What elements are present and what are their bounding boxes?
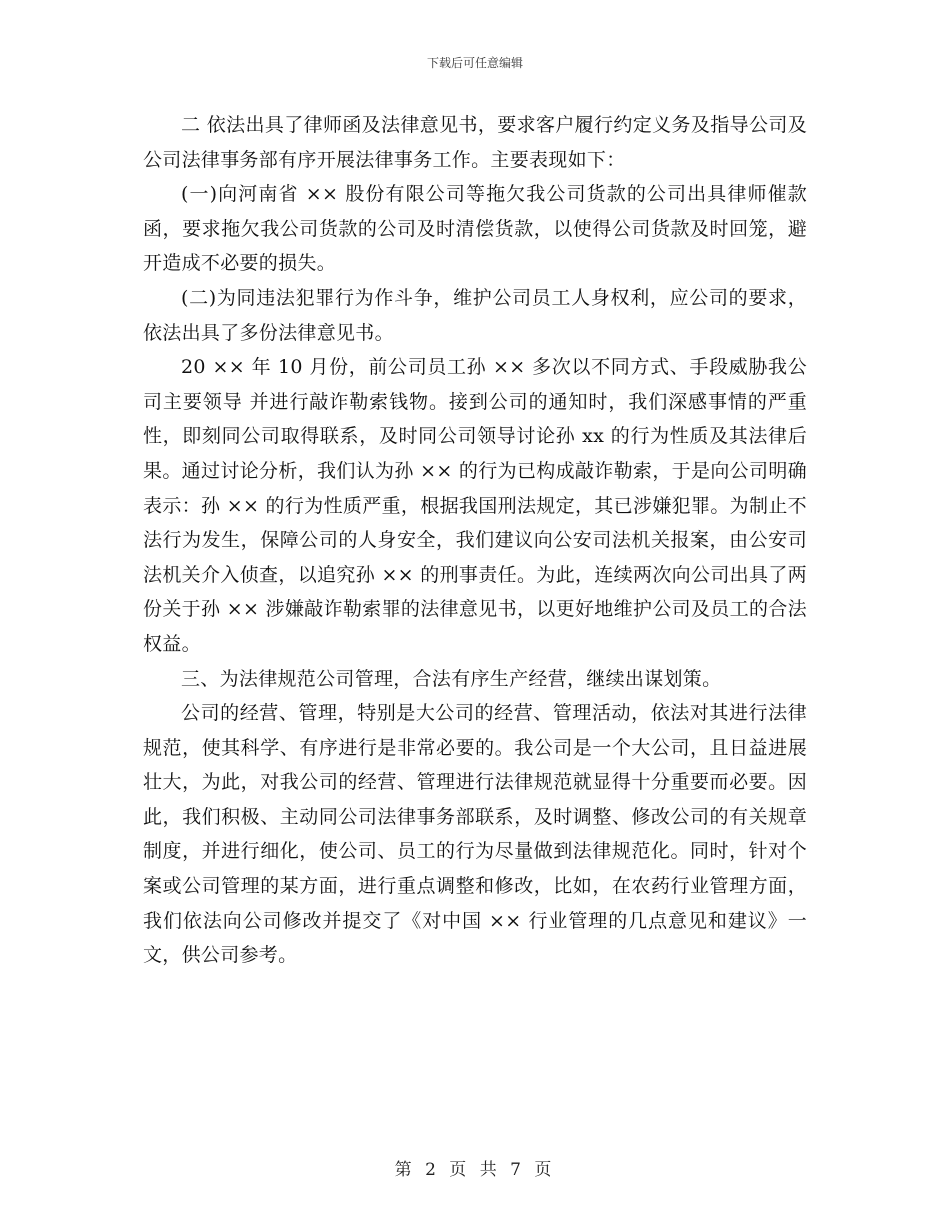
paragraph-item-two: (二)为同违法犯罪行为作斗争，维护公司员工人身权利，应公司的要求，依法出具了多份法律意见书。: [143, 286, 807, 344]
page-header-note: 下载后可任意编辑: [426, 56, 523, 70]
paragraph-management: 公司的经营、管理，特别是大公司的经营、管理活动，依法对其进行法律规范，使其科学、有序进行是非常必要的。我公司是一个大公司，且日益进展壮大，为此，对我公司的经营、管理进行法律规范就显得十分重要而必要。因此，我们积极、主动同公司法律事务部联系，及时调整、修改公司的有关规章制度，并进行细化，使公司、员工的行为尽量做到法律规范化。同时，针对个案或公司管理的某方面，进行重点调整和修改，比如，在农药行业管理方面，我们依法向公司修改并提交了《对中国 ×× 行业管理的几点意见和建议》一文，供公司参考。: [143, 702, 807, 967]
paragraph-item-one: (一)向河南省 ×× 股份有限公司等拖欠我公司货款的公司出具律师催款函，要求拖欠我公司货款的公司及时清偿货款，以使得公司货款及时回笼，避开造成不必要的损失。: [143, 183, 807, 275]
paragraph-section-two-intro: 二 依法出具了律师函及法律意见书，要求客户履行约定义务及指导公司及公司法律事务部有序开展法律事务工作。主要表现如下：: [143, 114, 807, 171]
page-number-footer: 第 2 页 共 7 页: [394, 1160, 556, 1180]
document-body: [143, 108, 807, 973]
paragraph-section-three-heading: 三、为法律规范公司管理，合法有序生产经营，继续出谋划策。: [181, 667, 722, 690]
paragraph-case-detail: 20 ×× 年 10 月份，前公司员工孙 ×× 多次以不同方式、手段威胁我公司主要领导 并进行敲诈勒索钱物。接到公司的通知时，我们深感事情的严重性，即刻同公司取得联系，及时同公司领导讨论孙 xx 的行为性质及其法律后果。通过讨论分析，我们认为孙 ×× 的行为已构成敲诈勒索，于是向公司明确表示：孙 ×× 的行为性质严重，根据我国刑法规定，其已涉嫌犯罪。为制止不法行为发生，保障公司的人身安全，我们建议向公安司法机关报案，由公安司法机关介入侦查，以追究孙 ×× 的刑事责任。为此，连续两次向公司出具了两份关于孙 ×× 涉嫌敲诈勒索罪的法律意见书，以更好地维护公司及员工的合法权益。: [143, 356, 807, 655]
